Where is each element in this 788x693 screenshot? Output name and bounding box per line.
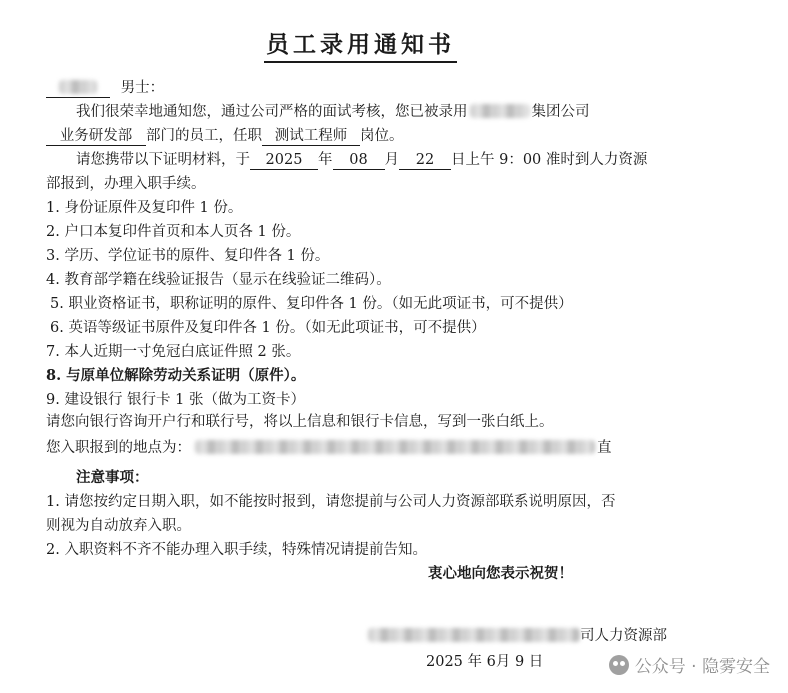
notice-title: 注意事项： [76, 469, 149, 486]
redacted-name [59, 80, 97, 94]
month-unit: 月 [384, 152, 399, 168]
report-date-line [76, 148, 647, 170]
redacted-company [470, 104, 530, 118]
bank-note: 请您向银行咨询开户行和联行号，将以上信息和银行卡信息，写到一张白纸上。 [46, 414, 554, 430]
list-item: 7. 本人近期一寸免冠白底证件照 2 张。 [46, 344, 301, 360]
intro-line-2 [46, 124, 404, 146]
list-item: 2. 户口本复印件首页和本人页各 1 份。 [46, 224, 301, 240]
watermark [609, 652, 770, 677]
list-item: 1. 身份证原件及复印件 1 份。 [46, 200, 243, 216]
notice-item: 则视为自动放弃入职。 [46, 518, 191, 534]
signature-dept-text: 司人力资源部 [580, 628, 667, 644]
salutation [46, 76, 164, 98]
intro-text-mid: 部门的员工，任职 [146, 128, 262, 144]
list-item: 3. 学历、学位证书的原件、复印件各 1 份。 [46, 248, 330, 264]
watermark-text: 公众号 · 隐雾安全 [634, 657, 770, 677]
intro-text: 我们很荣幸地通知您，通过公司严格的面试考核，您已被录用 [76, 104, 468, 120]
signature-date: 2025 年 6月 9 日 [426, 654, 544, 670]
list-item: 9. 建设银行 银行卡 1 张（做为工资卡） [46, 392, 305, 408]
report-prefix: 请您携带以下证明材料，于 [76, 152, 250, 168]
address-tail: 直 [597, 440, 612, 456]
department-field: 业务研发部 [46, 128, 146, 146]
report-line-2: 部报到，办理入职手续。 [46, 176, 206, 192]
intro-line-1 [76, 100, 590, 121]
document-title: 员工录用通知书 [264, 30, 457, 63]
notice-item: 1. 请您按约定日期入职，如不能按时报到，请您提前与公司人力资源部联系说明原因，否 [46, 494, 616, 510]
signature-dept [368, 624, 667, 645]
intro-text-end: 岗位。 [360, 128, 404, 144]
salutation-suffix: 男士： [120, 80, 165, 96]
list-item: 5. 职业资格证书，职称证明的原件、复印件各 1 份。（如无此项证书，可不提供） [50, 296, 573, 312]
recipient-name-blank [46, 80, 110, 98]
intro-company-suffix: 集团公司 [531, 104, 590, 120]
wechat-icon [609, 655, 629, 675]
report-year: 2025 [250, 152, 318, 170]
position-field: 测试工程师 [262, 128, 360, 146]
report-day: 22 [399, 152, 451, 170]
report-time: 日上午 9：00 准时到人力资源 [451, 152, 648, 168]
list-item: 6. 英语等级证书原件及复印件各 1 份。（如无此项证书，可不提供） [50, 320, 486, 336]
redacted-address [195, 440, 595, 454]
notice-item: 2. 入职资料不齐不能办理入职手续，特殊情况请提前告知。 [46, 542, 427, 558]
list-item: 8. 与原单位解除劳动关系证明（原件）。 [46, 367, 306, 384]
year-unit: 年 [318, 152, 333, 168]
report-month: 08 [333, 152, 385, 170]
address-label: 您入职报到的地点为： [46, 440, 191, 456]
list-item: 4. 教育部学籍在线验证报告（显示在线验证二维码）。 [46, 272, 391, 288]
congratulations: 衷心地向您表示祝贺！ [428, 565, 573, 582]
redacted-company-signature [368, 628, 580, 642]
address-line [46, 436, 612, 457]
